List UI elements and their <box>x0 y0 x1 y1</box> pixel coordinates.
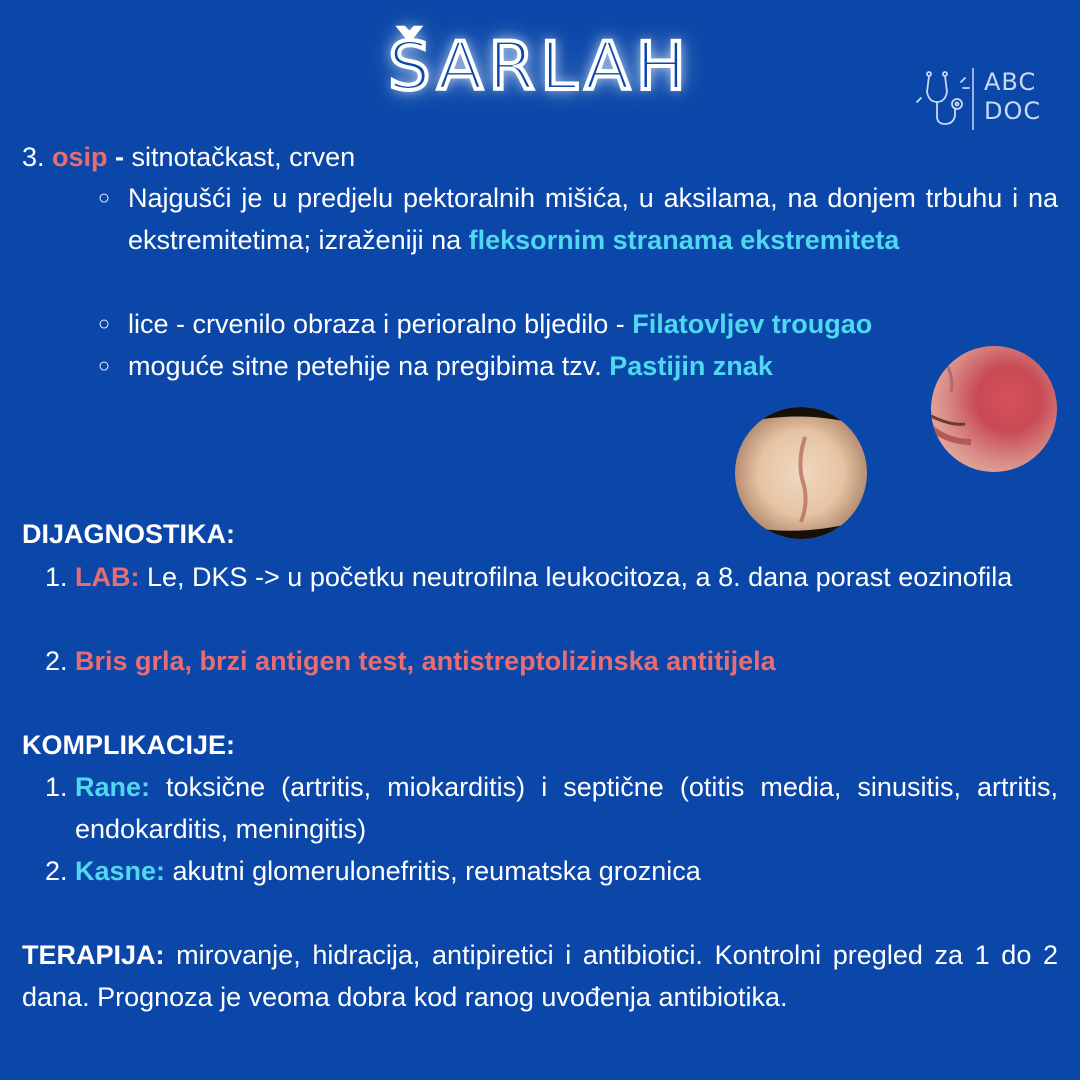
dijagnostika-item-2: 2. Bris grla, brzi antigen test, antistreptolizinska antitijela <box>45 646 776 676</box>
komplikacije-item-2: 2. Kasne: akutni glomerulonefritis, reumatska groznica <box>45 856 701 886</box>
osip-term: osip <box>52 142 108 172</box>
terapija-paragraph: TERAPIJA: mirovanje, hidracija, antipiretici i antibiotici. Kontrolni pregled za 1 do 2 dana. Prognoza je veoma dobra kod ranog uvođenja antibiotika. <box>22 940 1058 1012</box>
face-rash-photo <box>931 346 1057 472</box>
bullet-circle-icon: ○ <box>98 355 111 377</box>
stethoscope-icon <box>915 68 975 130</box>
osip-description: sitnotačkast, crven <box>131 142 356 172</box>
osip-line: 3. osip - sitnotačkast, crven <box>22 142 356 172</box>
abcdoc-logo <box>915 68 1042 130</box>
komplikacije-item-1: 1. Rane: toksične (artritis, miokarditis) i septične (otitis media, sinusitis, artritis, endokarditis, meningitis) <box>45 772 1058 844</box>
osip-bullet-1: ○ Najgušći je u predjelu pektoralnih mišića, u aksilama, na donjem trbuhu i na ekstremitetima; izraženiji na fleksornim stranama ekstremiteta <box>128 177 1058 261</box>
logo-text-abc: ABC <box>984 68 1037 96</box>
osip-bullet-3: ○ moguće sitne petehije na pregibima tzv. Pastijin znak <box>128 345 1058 387</box>
logo-text-doc: DOC <box>984 97 1042 125</box>
dijagnostika-heading: DIJAGNOSTIKA: <box>22 519 236 549</box>
komplikacije-heading: KOMPLIKACIJE: <box>22 730 236 760</box>
terapija-label: TERAPIJA: <box>22 940 165 970</box>
bullet-circle-icon: ○ <box>98 187 111 209</box>
bullet-circle-icon: ○ <box>98 313 111 335</box>
osip-bullet-2: ○ lice - crvenilo obraza i perioralno bljedilo - Filatovljev trougao <box>128 303 1058 345</box>
page-title: ŠARLAH <box>388 28 692 105</box>
dijagnostika-item-1: 1. LAB: Le, DKS -> u početku neutrofilna leukocitoza, a 8. dana porast eozinofila <box>45 562 1013 592</box>
